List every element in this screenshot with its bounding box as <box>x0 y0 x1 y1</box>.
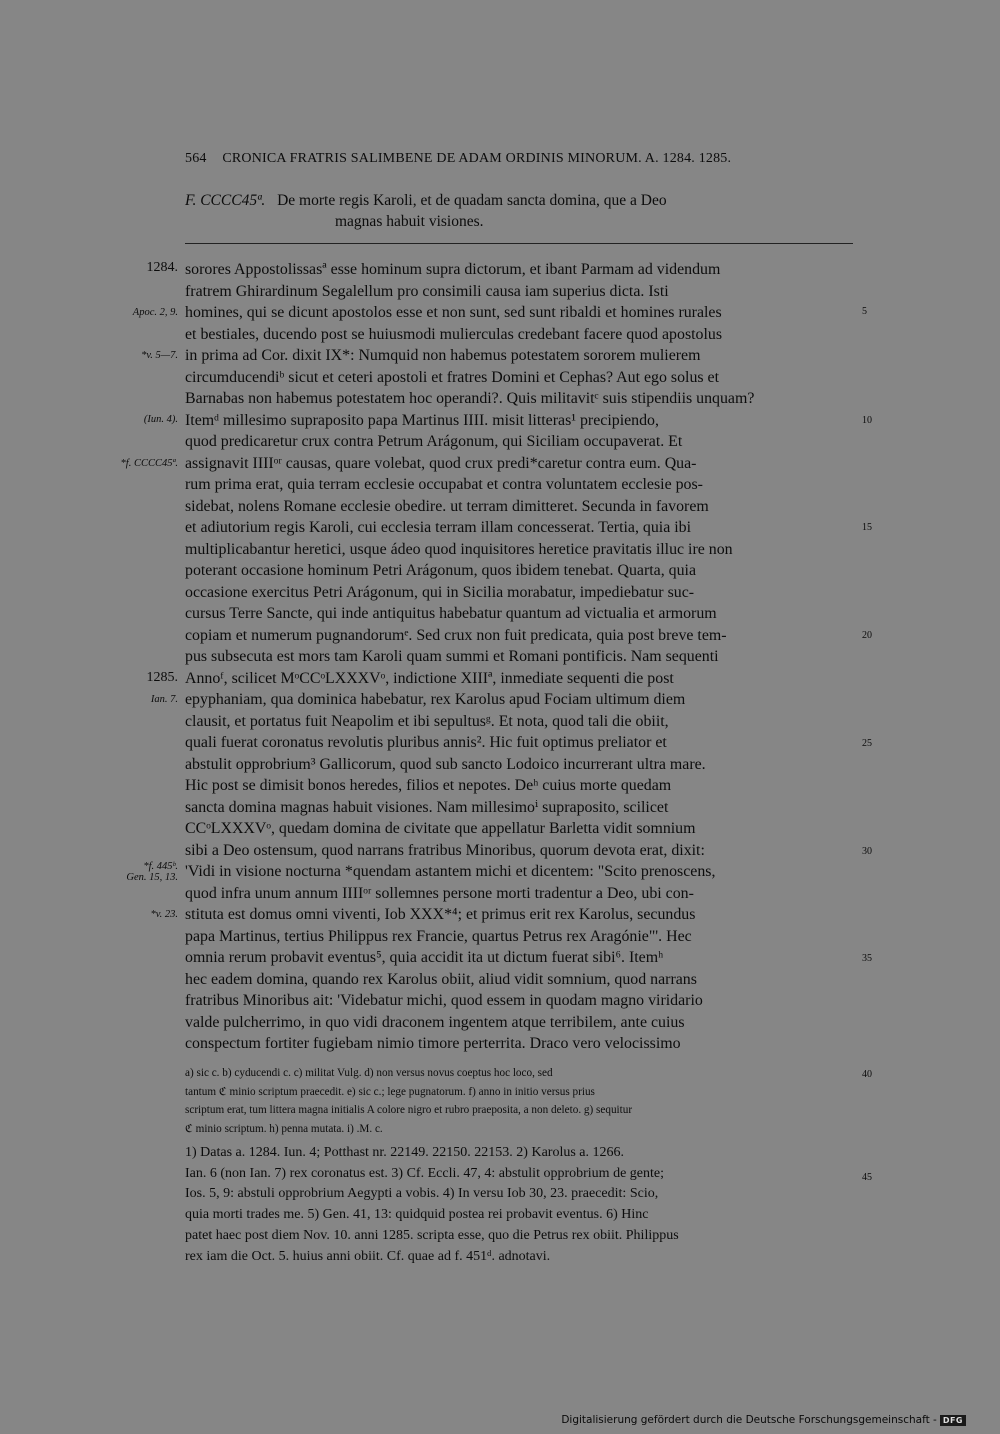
text-line: et bestiales, ducendo post se huiusmodi mulierculas credebant facere quod apostolus <box>185 325 723 343</box>
text-line: pus subsecuta est mors tam Karoli quam summi et Romani pontificis. Nam sequenti <box>185 648 719 665</box>
text-line: in prima ad Cor. dixit IX*: Numquid non habemus potestatem sororem mulierem <box>185 347 701 364</box>
margin-year-1285: 1285. <box>146 670 178 685</box>
running-title: CRONICA FRATRIS SALIMBENE DE ADAM ORDINIS MINORUM. A. 1284. 1285. <box>222 151 732 166</box>
critical-apparatus <box>185 1064 855 1138</box>
chapter-title-line-1: De morte regis Karoli, et de quadam sancta domina, que a Deo <box>277 192 667 209</box>
text-line: fratrem Ghirardinum Segalellum pro consimili causa iam superius dicta. Isti <box>185 282 669 300</box>
text-line: sibi a Deo ostensum, quod narrans fratribus Minoribus, quorum devota erat, dixit: <box>185 841 705 859</box>
source-note-line: Ios. 5, 9: abstuli opprobrium Aegypti a vobis. 4) In versu Iob 30, 23. praecedit: Scio, <box>185 1186 659 1202</box>
margin-ref-v23: *v. 23. <box>150 909 178 920</box>
source-notes <box>185 1143 855 1267</box>
text-line: circumducendiᵇ sicut et ceteri apostoli et fratres Domini et Cephas? Aut ego solus et <box>185 368 720 386</box>
critical-note-line: scriptum erat, tum littera magna initialis A colore nigro et rubro praeposita, a non deleto. g) sequitur <box>185 1104 633 1116</box>
page-number: 564 <box>185 151 207 166</box>
margin-year-1284: 1284. <box>146 260 178 275</box>
margin-ref-apoc: Apoc. 2, 9. <box>132 307 178 318</box>
chapter-heading <box>185 190 857 232</box>
text-line: 'Vidi in visione nocturna *quendam astantem michi et dicentem: "Scito prenoscens, <box>185 863 716 880</box>
text-line: et adiutorium regis Karoli, cui ecclesia terram illam concesserat. Tertia, quia ibi <box>185 519 692 536</box>
text-line: quod infra unum annum IIIIᵒʳ sollemnes persone morti tradentur a Deo, ubi con- <box>185 884 694 902</box>
text-line: omnia rerum probavit eventus⁵, quia accidit ita ut dictum fuerat sibi⁶. Itemʰ <box>185 949 664 966</box>
text-line: Annoᶠ, scilicet MᵒCCᵒLXXXVᵒ, indictione XIIIª, inmediate sequenti die post <box>185 669 674 687</box>
running-header <box>185 151 857 167</box>
text-line: poterant occasione hominum Petri Arágonum, quos ibidem tenebat. Quarta, quia <box>185 562 697 579</box>
heading-rule <box>185 243 853 244</box>
margin-ref-iun4: (Iun. 4). <box>143 414 178 425</box>
line-number: 30 <box>862 846 872 857</box>
margin-ref-v5-7: *v. 5—7. <box>141 350 178 361</box>
digitization-banner <box>561 1414 966 1426</box>
text-line: CCᵒLXXXVᵒ, quedam domina de civitate que appellatur Barletta vidit somnium <box>185 820 696 837</box>
text-line: stituta est domus omni viventi, Iob XXX*⁴; et primus erit rex Karolus, secundus <box>185 906 696 923</box>
text-line: cursus Terre Sancte, qui inde antiquitus habebatur quantum ad victualia et armorum <box>185 605 717 622</box>
text-line: homines, qui se dicunt apostolos esse et non sunt, sed sunt ribaldi et homines rurales <box>185 304 722 321</box>
margin-ref-ian7: Ian. 7. <box>150 694 178 705</box>
text-line: conspectum fortiter fugiebam nimio timore perterrita. Draco vero velocissimo <box>185 1035 681 1052</box>
text-line: Hic post se dimisit bonos heredes, filios et nepotes. Deʰ cuius morte quedam <box>185 777 672 794</box>
line-number: 25 <box>862 738 872 749</box>
text-line: Itemᵈ millesimo supraposito papa Martinus IIII. misit litteras¹ precipiendo, <box>185 411 659 429</box>
text-line: sancta domina magnas habuit visiones. Nam millesimoⁱ supraposito, scilicet <box>185 798 669 816</box>
critical-note-line: a) sic c. b) cyducendi c. c) militat Vulg. d) non versus novus coeptus hoc loco, sed <box>185 1067 553 1079</box>
critical-note-line: tantum ℭ minio scriptum praecedit. e) sic c.; lege pugnatorum. f) anno in initio versus prius <box>185 1085 595 1098</box>
source-note-line: patet haec post diem Nov. 10. anni 1285. scripta esse, quo die Petrus rex obiit. Philippus <box>185 1227 679 1243</box>
text-line: rum prima erat, quia terram ecclesie occupabat et contra voluntatem ecclesie pos- <box>185 476 703 493</box>
line-number: 15 <box>862 522 872 533</box>
text-line: fratribus Minoribus ait: 'Videbatur michi, quod essem in quodam magno viridario <box>185 992 703 1009</box>
line-number: 45 <box>862 1172 872 1183</box>
text-line: assignavit IIIIᵒʳ causas, quare volebat, quod crux predi*caretur contra eum. Qua- <box>185 454 697 472</box>
critical-note-line: ℭ minio scriptum. h) penna mutata. i) .M. c. <box>185 1122 383 1135</box>
text-line: clausit, et portatus fuit Neapolim et ibi sepultusᵍ. Et nota, quod tali die obiit, <box>185 712 669 730</box>
line-number: 40 <box>862 1069 872 1080</box>
line-number: 20 <box>862 630 872 641</box>
text-line: quod predicaretur crux contra Petrum Arágonum, qui Siciliam occupaverat. Et <box>185 433 683 450</box>
margin-ref-folio-445b: *f. 445ᵇ. <box>143 861 178 872</box>
banner-text: Digitalisierung gefördert durch die Deutsche Forschungsgemeinschaft - <box>561 1414 937 1426</box>
text-line: papa Martinus, tertius Philippus rex Francie, quartus Petrus rex Aragónie"'. Hec <box>185 927 692 945</box>
text-line: occasione exercitus Petri Arágonum, qui in Sicilia morabatur, impediebatur suc- <box>185 583 695 601</box>
text-line: valde pulcherrimo, in quo vidi draconem ingentem atque terribilem, ante cuius <box>185 1013 685 1031</box>
source-note-line: Ian. 6 (non Ian. 7) rex coronatus est. 3) Cf. Eccli. 47, 4: abstulit opprobrium de gente; <box>185 1165 664 1181</box>
text-line: quali fuerat coronatus revolutis pluribus annis². Hic fuit optimus preliator et <box>185 734 667 751</box>
dfg-logo: DFG <box>940 1415 966 1426</box>
line-number: 5 <box>862 306 867 317</box>
main-text <box>185 259 855 1055</box>
text-line: sorores Appostolissasª esse hominum supra dictorum, et ibant Parmam ad videndum <box>185 261 721 278</box>
line-number: 35 <box>862 953 872 964</box>
folio-number: F. CCCC45ª. <box>185 192 266 209</box>
margin-ref-gen: Gen. 15, 13. <box>126 872 178 883</box>
line-number: 10 <box>862 415 872 426</box>
text-line: multiplicabantur heretici, usque ádeo quod inquisitores heretice pravitatis illuc ire non <box>185 540 733 558</box>
source-note-line: quia morti trades me. 5) Gen. 41, 13: quidquid postea rei probavit eventus. 6) Hinc <box>185 1207 649 1223</box>
text-line: abstulit opprobrium³ Gallicorum, quod sub sancto Lodoico incurrerant ultra mare. <box>185 755 706 773</box>
margin-ref-folio-45a: *f. CCCC45ª. <box>120 458 178 469</box>
chapter-title-line-2: magnas habuit visiones. <box>335 213 484 230</box>
text-line: copiam et numerum pugnandorumᵉ. Sed crux non fuit predicata, quia post breve tem- <box>185 626 727 644</box>
source-note-line: 1) Datas a. 1284. Iun. 4; Potthast nr. 22149. 22150. 22153. 2) Karolus a. 1266. <box>185 1145 625 1160</box>
text-line: epyphaniam, qua dominica habebatur, rex Karolus apud Fociam ultimum diem <box>185 691 686 708</box>
text-line: hec eadem domina, quando rex Karolus obiit, aliud vidit somnium, quod narrans <box>185 970 697 988</box>
text-line: sidebat, nolens Romane ecclesie obedire. ut terram dimitteret. Secunda in favorem <box>185 497 709 515</box>
text-line: Barnabas non habemus potestatem hoc operandi?. Quis militavitᶜ suis stipendiis unquam? <box>185 390 755 407</box>
source-note-line: rex iam die Oct. 5. huius anni obiit. Cf. quae ad f. 451ᵈ. adnotavi. <box>185 1248 551 1264</box>
